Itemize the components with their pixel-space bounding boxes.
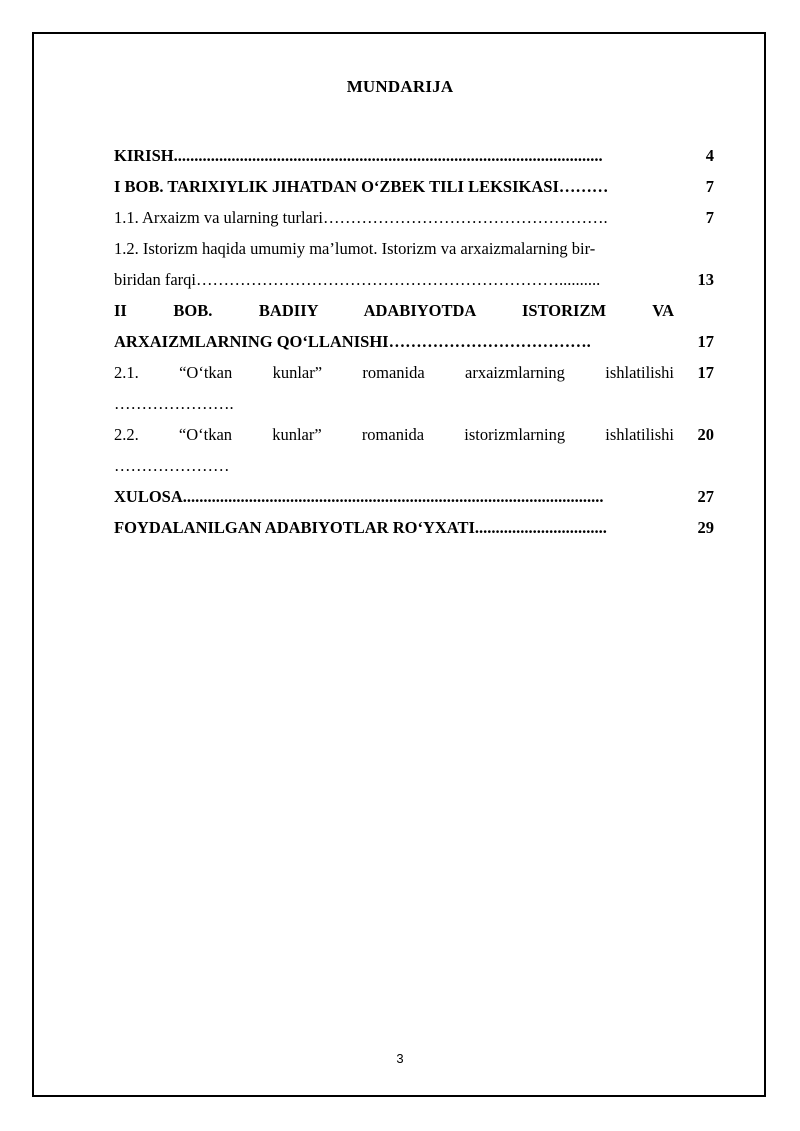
- toc-entry-text-line-2: ARXAIZMLARNING QO‘LLANISHI……………………………….: [114, 332, 591, 351]
- toc-entry-text-line-1: 1.2. Istorizm haqida umumiy ma’lumot. Istorizm va arxaizmalarning bir-: [114, 239, 596, 258]
- toc-entry-text-line-1: 2.1. “O‘tkan kunlar” romanida arxaizmlarning ishlatilishi: [114, 363, 674, 382]
- toc-entry-text-line-1: II BOB. BADIIY ADABIYOTDA ISTORIZM VA: [114, 301, 674, 320]
- toc-page-number: 17: [697, 332, 714, 351]
- document-title: MUNDARIJA: [346, 77, 454, 96]
- toc-entry-text-line-1: 2.2. “O‘tkan kunlar” romanida istorizmlarning ishlatilishi: [114, 425, 674, 444]
- toc-page-number: 17: [697, 363, 714, 382]
- toc-entry-section-2-2[interactable]: [114, 419, 714, 481]
- toc-entry-section-1-2[interactable]: [114, 233, 714, 295]
- toc-page-number: 4: [705, 146, 714, 165]
- toc-entry-text: I BOB. TARIXIYLIK JIHATDAN O‘ZBEK TILI LEKSIKASI………: [114, 177, 609, 196]
- toc-page-number: 7: [705, 177, 714, 196]
- page-number: 3: [396, 1051, 404, 1066]
- toc-entry-section-2-1[interactable]: [114, 357, 714, 419]
- toc-entry-text: 1.1. Arxaizm va ularning turlari…………………………………………….: [114, 208, 608, 227]
- toc-page-number: 27: [697, 487, 714, 506]
- toc-entry-xulosa[interactable]: [114, 481, 714, 512]
- toc-entry-kirish[interactable]: [114, 140, 714, 171]
- toc-entry-text-line-2: biridan farqi…………………………………………………………..........: [114, 270, 601, 289]
- toc-entry-references[interactable]: [114, 512, 714, 543]
- toc-entry-section-1-1[interactable]: [114, 202, 714, 233]
- toc-page-number: 7: [705, 208, 714, 227]
- toc-page-number: 20: [697, 425, 714, 444]
- toc-page-number: 29: [697, 518, 714, 537]
- toc-page-number: 13: [697, 270, 714, 289]
- toc-entry-chapter-2[interactable]: [114, 295, 714, 357]
- toc-entry-text-line-2: …………………: [114, 456, 230, 475]
- toc-entry-text: XULOSA......................................................................................................: [114, 487, 604, 506]
- toc-entry-chapter-1[interactable]: [114, 171, 714, 202]
- toc-entry-text: FOYDALANILGAN ADABIYOTLAR RO‘YXATI................................: [114, 518, 607, 537]
- toc-entry-text-line-2: ………………….: [114, 394, 234, 413]
- table-of-contents: [114, 140, 714, 543]
- toc-entry-text: KIRISH........................................................................................................: [114, 146, 603, 165]
